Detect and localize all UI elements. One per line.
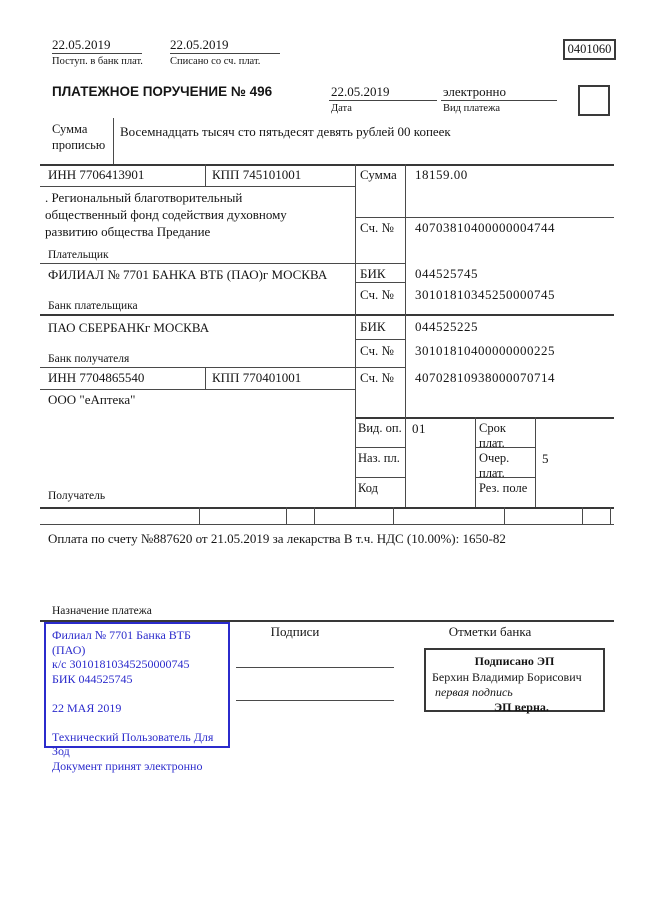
reserve-label: Рез. поле	[479, 481, 528, 495]
bank-stamp-line	[52, 715, 222, 730]
grid-line	[355, 477, 405, 478]
op-kind-label: Вид. оп.	[358, 421, 402, 435]
grid-line	[355, 217, 614, 218]
ep-signer-name: Берхин Владимир Борисович	[432, 670, 582, 684]
payer-name	[45, 189, 345, 240]
bank-stamp-line: Филиал № 7701 Банка ВТБ (ПАО)	[52, 628, 191, 657]
payee-label: Получатель	[48, 490, 106, 502]
grid-line	[40, 314, 614, 316]
received-date-label: Поступ. в банк плат.	[52, 56, 143, 67]
sum-label: Сумма	[360, 167, 397, 182]
ep-signed-title: Подписано ЭП	[474, 654, 555, 668]
bank-stamp-line: Документ принят электронно	[52, 758, 203, 773]
pay-purpose-label: Наз. пл.	[358, 451, 400, 465]
payee-name: ООО "еАптека"	[48, 392, 136, 407]
debited-date-label: Списано со сч. плат.	[170, 56, 261, 67]
grid-line	[355, 339, 405, 340]
payment-type-checkbox	[578, 85, 610, 116]
bank-stamp-line: Зод	[52, 744, 70, 758]
debited-date-value: 22.05.2019	[170, 37, 280, 54]
payee-bank-bik-label: БИК	[360, 319, 386, 334]
payment-type-value: электронно	[441, 84, 557, 101]
grid-line	[475, 417, 476, 507]
grid-line	[314, 507, 315, 524]
payer-bank-name: ФИЛИАЛ № 7701 БАНКА ВТБ (ПАО)г МОСКВА	[48, 267, 328, 282]
grid-line	[205, 164, 206, 186]
op-kind-value: 01	[412, 421, 426, 436]
ep-verified: ЭП верна.	[494, 700, 549, 714]
queue-label: Очер. плат.	[479, 451, 510, 480]
payer-bank-label: Банк плательщика	[48, 300, 138, 312]
payer-bank-bik-label: БИК	[360, 266, 386, 281]
grid-line	[40, 367, 405, 368]
term-label: Срок плат.	[479, 421, 506, 450]
payer-name-line: общественный фонд содействия духовному	[45, 207, 287, 222]
doc-title: ПЛАТЕЖНОЕ ПОРУЧЕНИЕ № 496	[52, 84, 273, 99]
payer-account-label: Сч. №	[360, 220, 394, 235]
payer-bank-account-value: 30101810345250000745	[415, 287, 555, 302]
received-date	[52, 37, 143, 67]
payer-bank-account-label: Сч. №	[360, 287, 394, 302]
payer-bank-bik-value: 044525745	[415, 266, 478, 281]
debited-date	[170, 37, 280, 67]
grid-line	[205, 367, 206, 389]
grid-line	[535, 417, 536, 507]
queue-value: 5	[542, 451, 549, 466]
received-date-value: 22.05.2019	[52, 37, 142, 54]
purpose-label: Назначение платежа	[52, 605, 152, 617]
grid-line	[40, 507, 614, 509]
grid-line	[286, 507, 287, 524]
bank-stamp-line: к/с 30101810345250000745	[52, 657, 190, 671]
payee-inn: ИНН 7704865540	[48, 370, 145, 385]
bank-stamp-line: 22 МАЯ 2019	[52, 700, 122, 715]
amount-words-value: Восемнадцать тысяч сто пятьдесят девять рублей 00 копеек	[120, 124, 451, 139]
grid-line	[582, 507, 583, 524]
grid-line	[610, 507, 611, 524]
bank-stamp	[44, 622, 230, 773]
grid-line	[40, 263, 405, 264]
grid-line	[355, 447, 405, 448]
bank-stamp-line: Технический Пользователь Для	[52, 729, 214, 744]
bank-marks-title: Отметки банка	[448, 624, 532, 639]
payer-label: Плательщик	[48, 249, 109, 261]
bank-stamp-line: БИК 044525745	[52, 671, 133, 686]
grid-line	[355, 417, 614, 419]
signature-line	[236, 700, 394, 701]
payment-type-label: Вид платежа	[443, 103, 501, 114]
electronic-signature-stamp	[424, 648, 605, 712]
payee-kpp: КПП 770401001	[212, 370, 302, 385]
grid-line	[199, 507, 200, 524]
payee-bank-account-value: 30101810400000000225	[415, 343, 555, 358]
grid-line	[40, 164, 614, 166]
amount-words-label: Сумма прописью	[52, 122, 106, 152]
payer-kpp: КПП 745101001	[212, 167, 302, 182]
doc-date-value: 22.05.2019	[329, 84, 437, 101]
grid-line	[355, 282, 405, 283]
payer-inn: ИНН 7706413901	[48, 167, 145, 182]
payee-account-value: 40702810938000070714	[415, 370, 555, 385]
payer-name-line: . Региональный благотворительный	[45, 190, 243, 205]
sum-value: 18159.00	[415, 167, 468, 182]
grid-line	[40, 389, 355, 390]
doc-date-field	[329, 84, 437, 114]
doc-date-label: Дата	[331, 103, 352, 114]
signature-line	[236, 667, 394, 668]
code-label: Код	[358, 481, 378, 495]
payee-account-label: Сч. №	[360, 370, 394, 385]
grid-line	[40, 524, 614, 525]
payee-bank-account-label: Сч. №	[360, 343, 394, 358]
ep-signature-kind: первая подпись	[435, 685, 513, 699]
purpose-text: Оплата по счету №887620 от 21.05.2019 за лекарства В т.ч. НДС (10.00%): 1650-82	[48, 531, 506, 546]
bank-stamp-line	[52, 686, 222, 701]
payment-type-field	[441, 84, 557, 114]
payee-bank-name: ПАО СБЕРБАНКг МОСКВА	[48, 320, 210, 335]
form-code-box: 0401060	[563, 39, 616, 60]
grid-line	[40, 186, 355, 187]
payer-account-value: 40703810400000004744	[415, 220, 555, 235]
payee-bank-bik-value: 044525225	[415, 319, 478, 334]
grid-line	[405, 164, 406, 507]
grid-line	[393, 507, 394, 524]
grid-line	[355, 164, 356, 507]
payee-bank-label: Банк получателя	[48, 353, 130, 365]
grid-line	[113, 118, 114, 164]
signatures-title: Подписи	[270, 624, 320, 639]
grid-line	[504, 507, 505, 524]
payer-name-line: развитию общества Предание	[45, 224, 211, 239]
